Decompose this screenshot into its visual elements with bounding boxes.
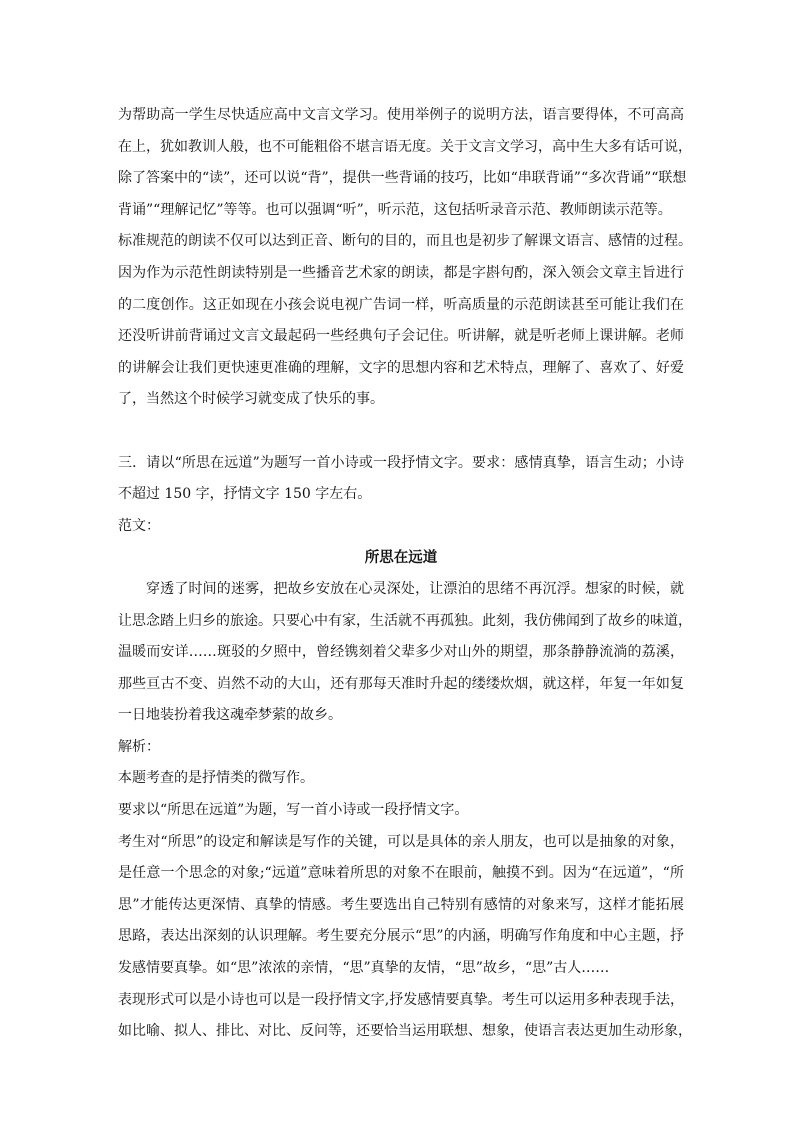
- essay-line: 那些亘古不变、岿然不动的大山，还有那每天准时升起的缕缕炊烟，就这样，年复一年如复: [118, 675, 684, 692]
- answer-line: 在上，犹如教训人般，也不可能粗俗不堪言语无度。关于文言文学习，高中生大多有话可说，: [118, 138, 692, 155]
- answer-line: 的讲解会让我们更快速更准确的理解，文字的思想内容和艺术特点，理解了、喜欢了、好爱: [118, 359, 684, 376]
- analysis-line: 发感情要真挚。如“思”浓浓的亲情，“思”真挚的友情，“思”故乡，“思”古人……: [118, 960, 610, 977]
- analysis-label: 解析：: [118, 738, 160, 755]
- text-column: [118, 100, 692, 1048]
- answer-line: 为帮助高一学生尽快适应高中文言文学习。使用举例子的说明方法，语言要得体，不可高高: [118, 107, 684, 123]
- answer-line: 了，当然这个时候学习就变成了快乐的事。: [118, 391, 384, 408]
- answer-line: 除了答案中的“读”，还可以说“背”，提供一些背诵的技巧，比如“串联背诵”“多次背诵”“联想: [118, 170, 687, 187]
- question-line: 三．请以“所思在远道”为题写一首小诗或一段抒情文字。要求：感情真挚，语言生动；小诗: [118, 454, 684, 471]
- spacer: [118, 416, 684, 448]
- answer-line: 标准规范的朗读不仅可以达到正音、断句的目的，而且也是初步了解课文语言、感情的过程。: [118, 233, 692, 250]
- analysis-line: 思路，表达出深刻的认识理解。考生要充分展示“思”的内涵，明确写作角度和中心主题，抒: [118, 928, 684, 945]
- answer-line: 的二度创作。这正如现在小孩会说电视广告词一样，听高质量的示范朗读甚至可能让我们在: [118, 296, 684, 313]
- sample-label: 范文：: [118, 517, 160, 534]
- question-line: 不超过 150 字，抒情文字 150 字左右。: [118, 486, 372, 503]
- essay-line: 一日地装扮着我这魂牵梦萦的故乡。: [118, 707, 342, 724]
- analysis-line: 考生对“所思”的设定和解读是写作的关键，可以是具体的亲人朋友，也可以是抽象的对象，: [118, 833, 684, 850]
- essay-line: 穿透了时间的迷雾，把故乡安放在心灵深处，让漂泊的思绪不再沉浮。想家的时候，就: [146, 580, 684, 597]
- analysis-line: 要求以“所思在远道”为题，写一首小诗或一段抒情文字。: [118, 802, 469, 819]
- essay-title: 所思在远道: [364, 549, 438, 567]
- essay-line: 温暖而安详……斑驳的夕照中，曾经镌刻着父辈多少对山外的期望，那条静静流淌的荔溪，: [118, 644, 684, 661]
- answer-line: 还没听讲前背诵过文言文最起码一些经典句子会记住。听讲解，就是听老师上课讲解。老师: [118, 328, 684, 345]
- analysis-line: 表现形式可以是小诗也可以是一段抒情文字,抒发感情要真挚。考生可以运用多种表现手法，: [118, 991, 684, 1008]
- analysis-line: 思”才能传达更深情、真挚的情感。考生要选出自己特别有感情的对象来写，这样才能拓展: [118, 896, 684, 913]
- analysis-line: 如比喻、拟人、排比、对比、反问等，还要恰当运用联想、想象，使语言表达更加生动形象，: [118, 1023, 692, 1040]
- answer-line: 因为作为示范性朗读特别是一些播音艺术家的朗读，都是字斟句酌，深入领会文章主旨进行: [118, 264, 684, 281]
- answer-line: 背诵”“理解记忆”等等。也可以强调“听”，听示范，这包括听录音示范、教师朗读示范等。: [118, 201, 672, 218]
- analysis-line: 是任意一个思念的对象;“远道”意味着所思的对象不在眼前，触摸不到。因为“在远道”，“所: [118, 865, 684, 882]
- analysis-line: 本题考查的是抒情类的微写作。: [118, 770, 314, 787]
- essay-line: 让思念踏上归乡的旅途。只要心中有家，生活就不再孤独。此刻，我仿佛闻到了故乡的味道，: [118, 612, 692, 629]
